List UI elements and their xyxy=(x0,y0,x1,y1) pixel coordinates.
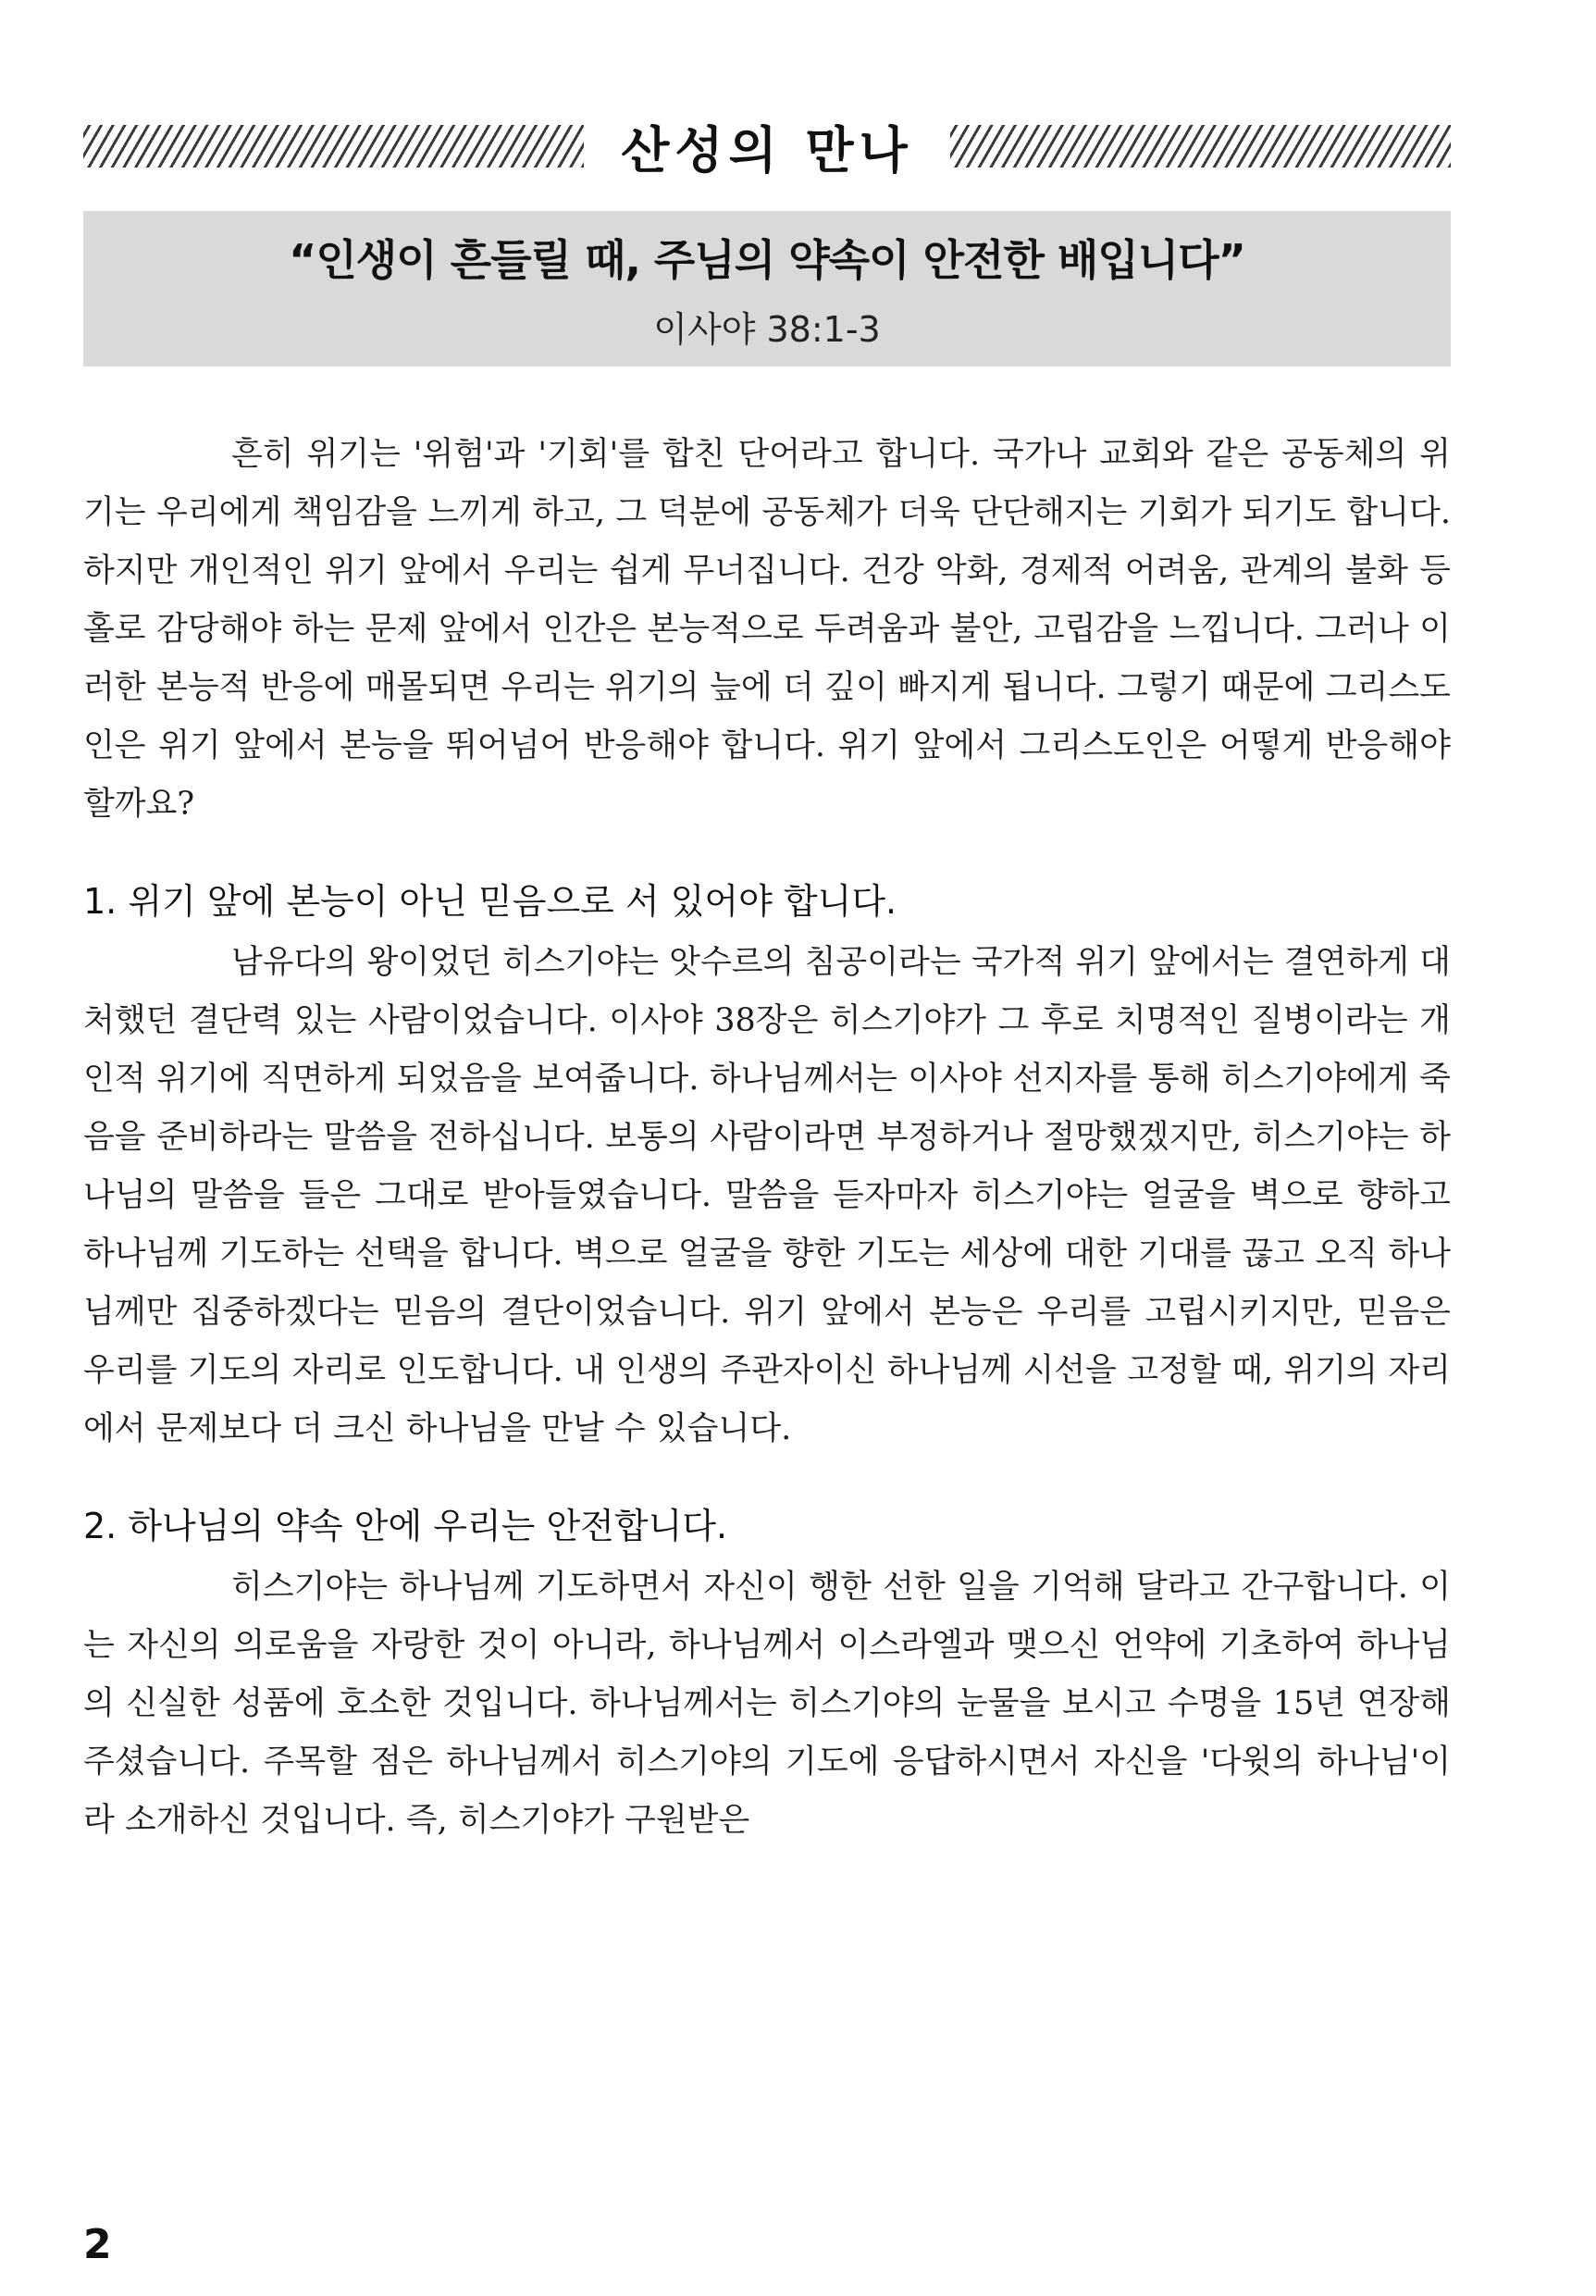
page-number: 2 xyxy=(83,2221,112,2268)
sermon-title: “인생이 흔들릴 때, 주님의 약속이 안전한 배입니다” xyxy=(289,234,1245,285)
section-paragraph-1: 남유다의 왕이었던 히스기야는 앗수르의 침공이라는 국가적 위기 앞에서는 결연하게 대처했던 결단력 있는 사람이었습니다. 이사야 38장은 히스기야가 그 후로 치명적인 질병이라는 개인적 위기에 직면하게 되었음을 보여줍니다. 하나님께서는 이사야 선지자를 통해 히스기야에게 죽음을 준비하라는 말씀을 전하십니다. 보통의 사람이라면 부정하거나 절망했겠지만, 히스기야는 하나님의 말씀을 들은 그대로 받아들였습니다. 말씀을 듣자마자 히스기야는 얼굴을 벽으로 향하고 하나님께 기도하는 선택을 합니다. 벽으로 얼굴을 향한 기도는 세상에 대한 기대를 끊고 오직 하나님께만 집중하겠다는 믿음의 결단이었습니다. 위기 앞에서 본능은 우리를 고립시키지만, 믿음은 우리를 기도의 자리로 인도합니다. 내 인생의 주관자이신 하나님께 시선을 고정할 때, 위기의 자리에서 문제보다 더 크신 하나님을 만날 수 있습니다. xyxy=(83,944,1451,1447)
section-paragraph-2: 히스기야는 하나님께 기도하면서 자신이 행한 선한 일을 기억해 달라고 간구합니다. 이는 자신의 의로움을 자랑한 것이 아니라, 하나님께서 이스라엘과 맺으신 언약에 기초하여 하나님의 신실한 성품에 호소한 것입니다. 하나님께서는 히스기야의 눈물을 보시고 수명을 15년 연장해 주셨습니다. 주목할 점은 하나님께서 히스기야의 기도에 응답하시면서 자신을 '다윗의 하나님'이라 소개하신 것입니다. 즉, 히스기야가 구원받은 xyxy=(83,1569,1451,1839)
body-content xyxy=(83,426,1451,1850)
hatch-rule-right xyxy=(950,125,1451,168)
sermon-title-box xyxy=(83,211,1451,366)
section-heading-1: 1. 위기 앞에 본능이 아닌 믿음으로 서 있어야 합니다. xyxy=(83,881,897,922)
header-title: 산성의 만나 xyxy=(621,120,913,180)
header xyxy=(83,109,1451,183)
intro-paragraph: 흔히 위기는 '위험'과 '기회'를 합친 단어라고 합니다. 국가나 교회와 같은 공동체의 위기는 우리에게 책임감을 느끼게 하고, 그 덕분에 공동체가 더욱 단단해지는 기회가 되기도 합니다. 하지만 개인적인 위기 앞에서 우리는 쉽게 무너집니다. 건강 악화, 경제적 어려움, 관계의 불화 등 홀로 감당해야 하는 문제 앞에서 인간은 본능적으로 두려움과 불안, 고립감을 느낍니다. 그러나 이러한 본능적 반응에 매몰되면 우리는 위기의 늪에 더 깊이 빠지게 됩니다. 그렇기 때문에 그리스도인은 위기 앞에서 본능을 뛰어넘어 반응해야 합니다. 위기 앞에서 그리스도인은 어떻게 반응해야 할까요? xyxy=(83,436,1451,823)
hatch-rule-left xyxy=(83,125,584,168)
scripture-reference: 이사야 38:1-3 xyxy=(653,308,881,350)
section-heading-2: 2. 하나님의 약속 안에 우리는 안전합니다. xyxy=(83,1506,728,1546)
